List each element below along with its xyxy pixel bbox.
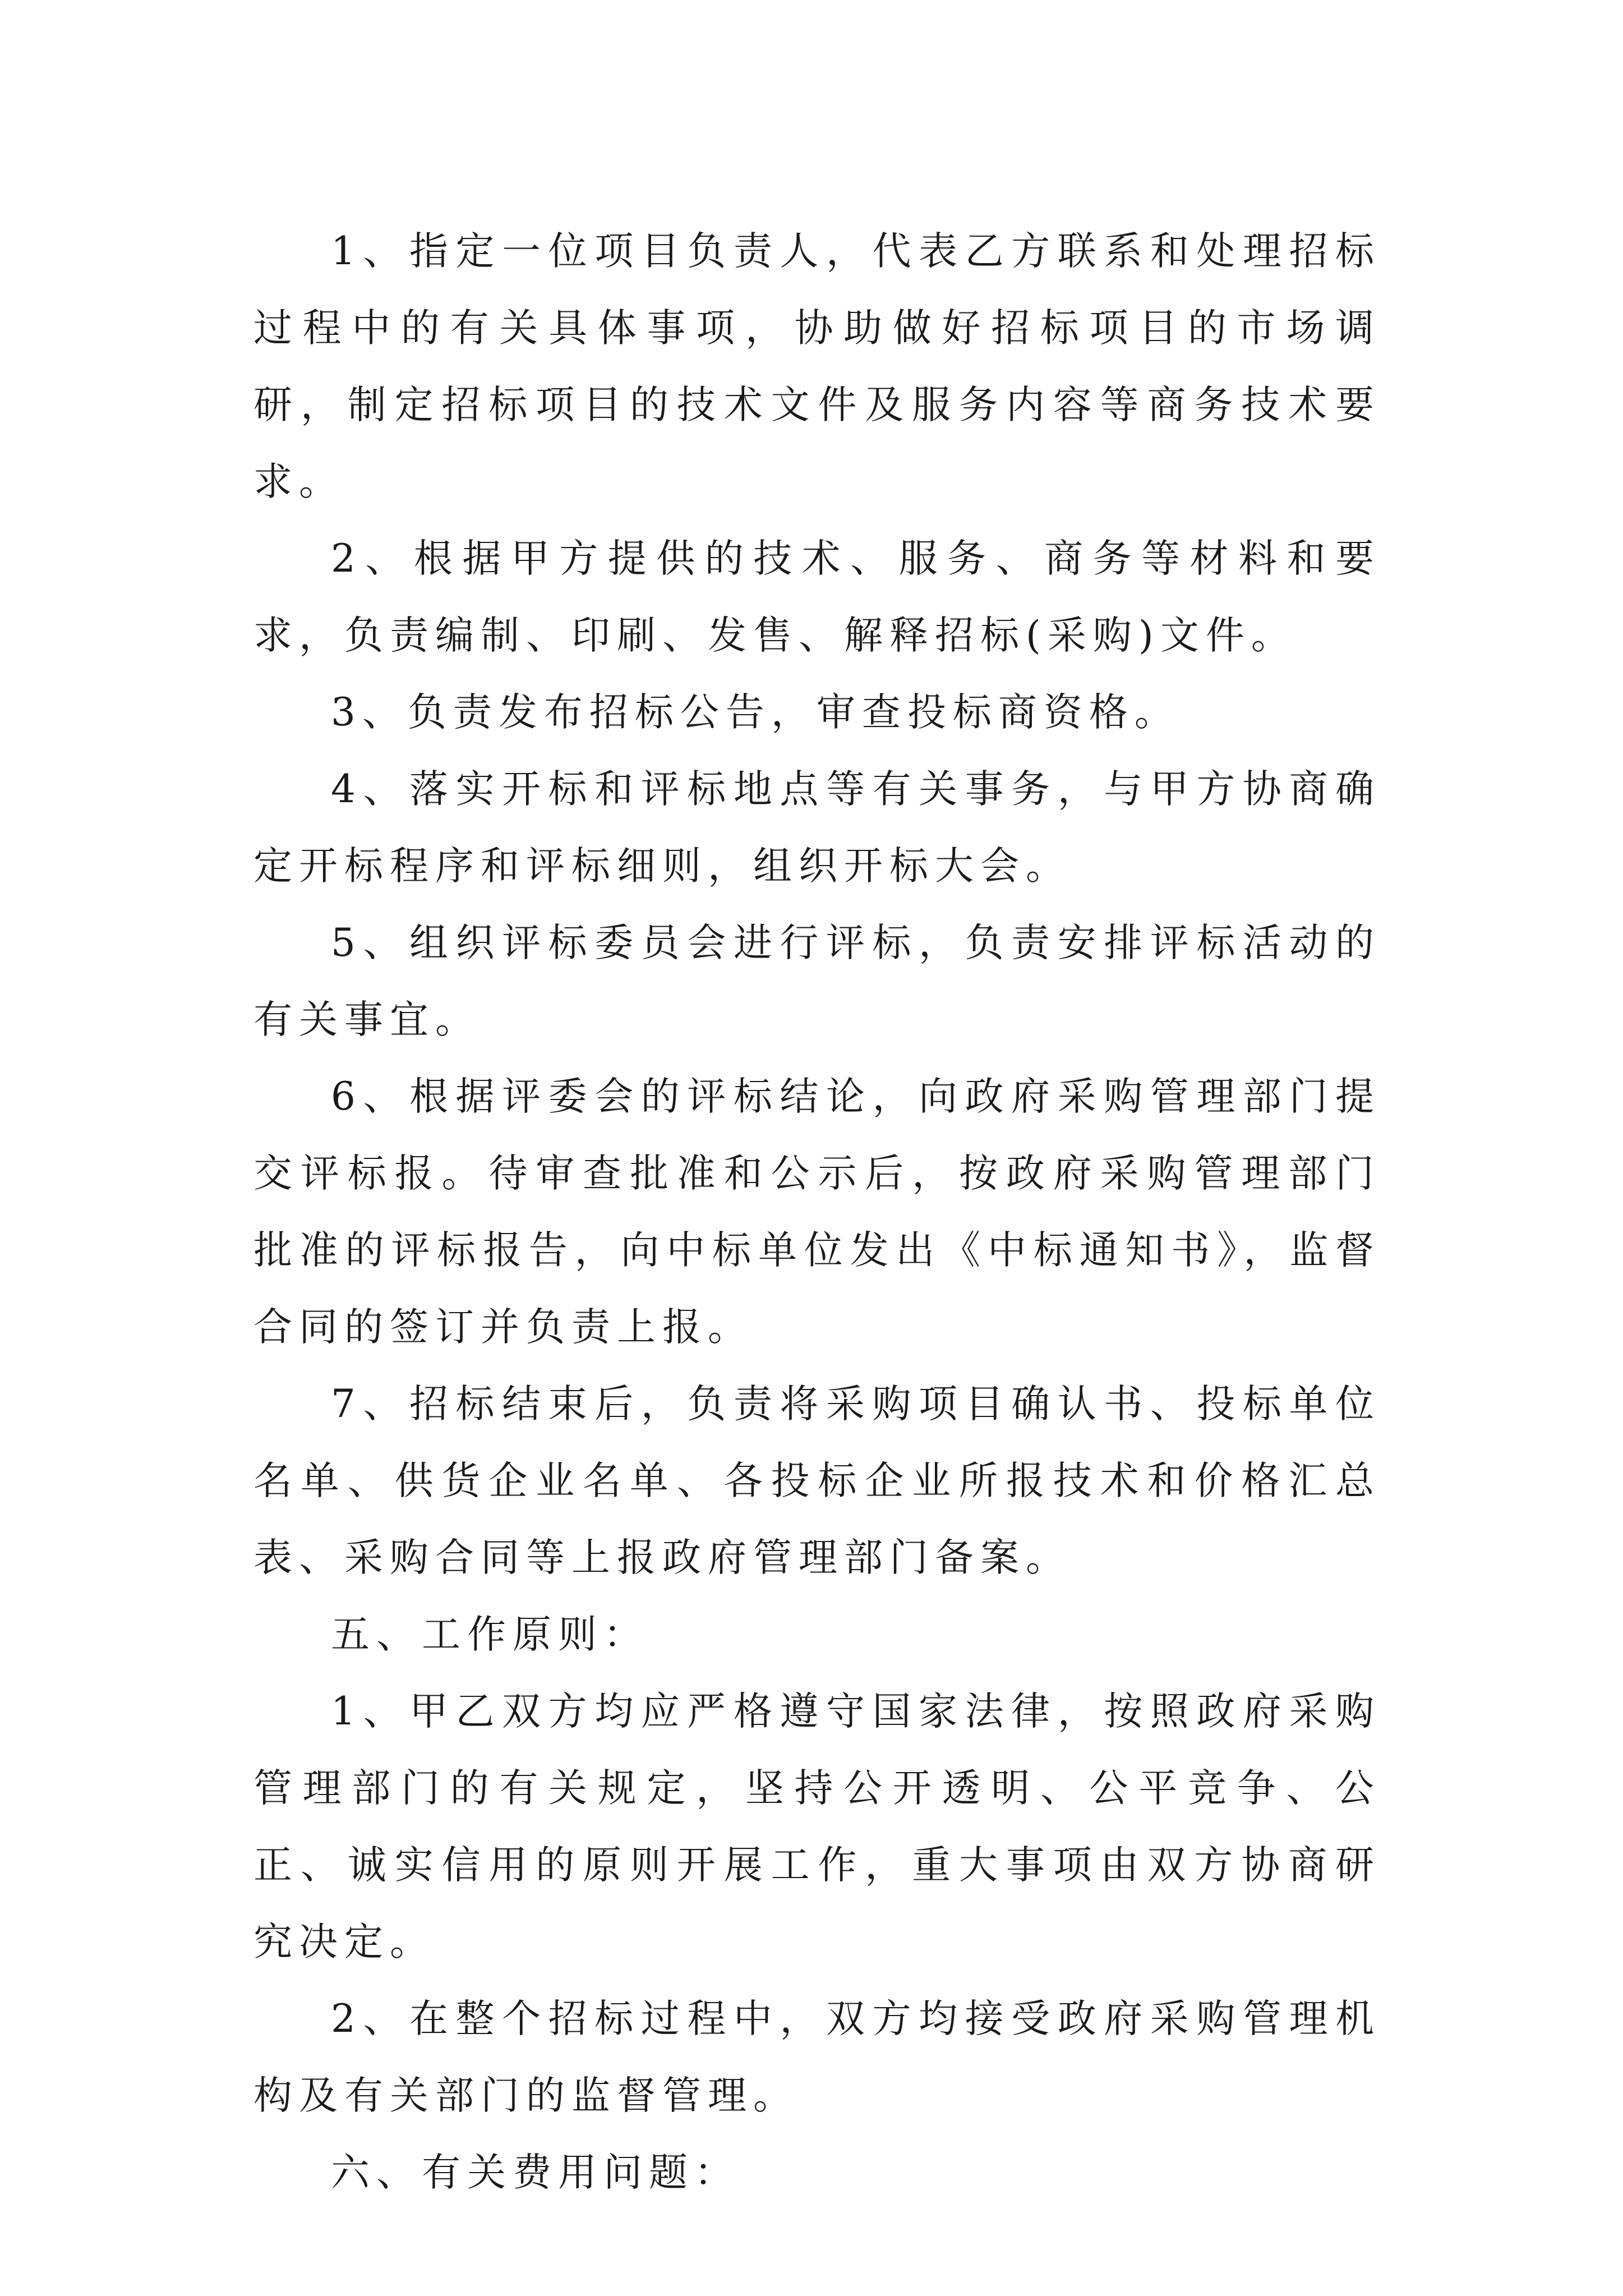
section-heading-work-principles: 五、工作原则： bbox=[331, 1612, 649, 1657]
paragraph-duty-1: 1、指定一位项目负责人，代表乙方联系和处理招标过程中的有关具体事项，协助做好招标项目的市场调研，制定招标项目的技术文件及服务内容等商务技术要求。 bbox=[253, 229, 1381, 504]
section-heading-fees: 六、有关费用问题： bbox=[331, 2150, 740, 2195]
paragraph-duty-3: 3、负责发布招标公告，审查投标商资格。 bbox=[331, 690, 1180, 735]
paragraph-duty-4: 4、落实开标和评标地点等有关事务，与甲方协商确定开标程序和评标细则，组织开标大会。 bbox=[253, 767, 1381, 889]
document-body bbox=[253, 213, 1381, 2211]
paragraph-principle-1: 1、甲乙双方均应严格遵守国家法律，按照政府采购管理部门的有关规定，坚持公开透明、公平竞争、公正、诚实信用的原则开展工作，重大事项由双方协商研究决定。 bbox=[253, 1689, 1381, 1964]
paragraph-principle-2: 2、在整个招标过程中，双方均接受政府采购管理机构及有关部门的监督管理。 bbox=[253, 1996, 1381, 2118]
paragraph-duty-7: 7、招标结束后，负责将采购项目确认书、投标单位名单、供货企业名单、各投标企业所报技术和价格汇总表、采购合同等上报政府管理部门备案。 bbox=[253, 1382, 1381, 1580]
paragraph-duty-5: 5、组织评标委员会进行评标，负责安排评标活动的有关事宜。 bbox=[253, 921, 1381, 1042]
paragraph-duty-6: 6、根据评委会的评标结论，向政府采购管理部门提交评标报。待审查批准和公示后，按政府采购管理部门批准的评标报告，向中标单位发出《中标通知书》，监督合同的签订并负责上报。 bbox=[253, 1074, 1381, 1350]
paragraph-duty-2: 2、根据甲方提供的技术、服务、商务等材料和要求，负责编制、印刷、发售、解释招标(采购)文件。 bbox=[253, 536, 1381, 658]
